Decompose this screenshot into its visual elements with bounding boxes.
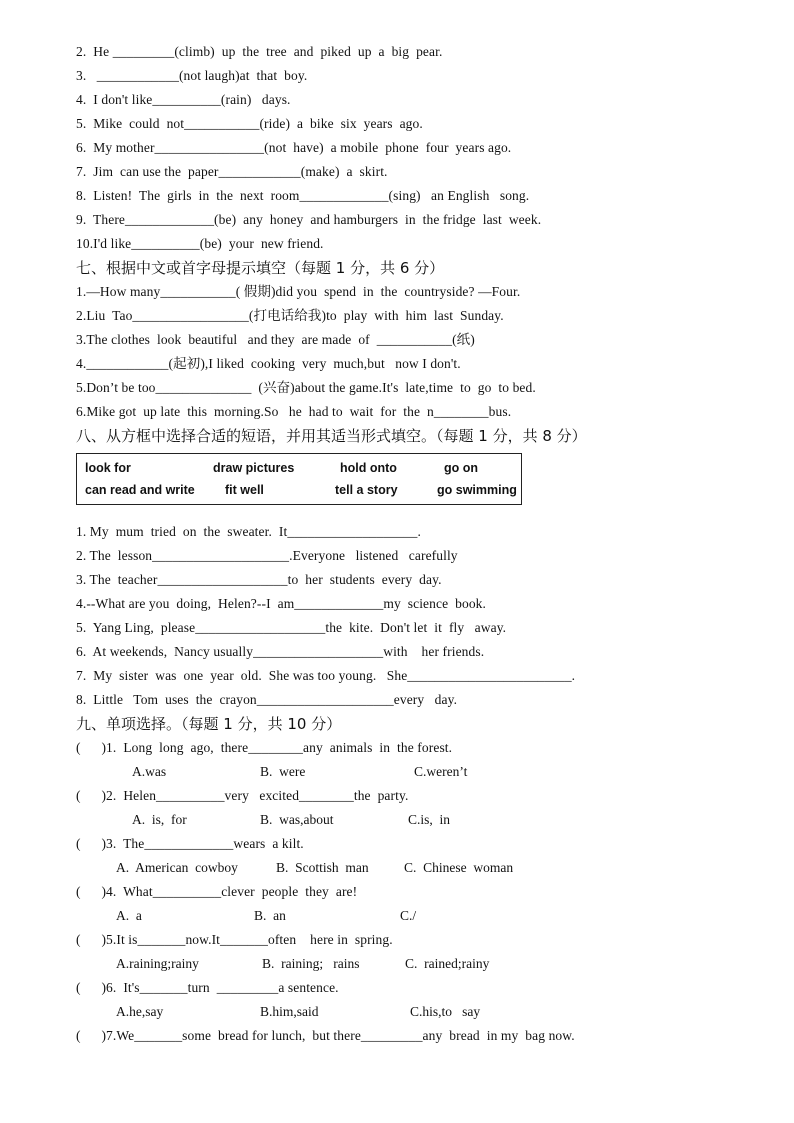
phrase-can-read-and-write: can read and write (85, 483, 195, 497)
question-6-option-a: A.he,say (116, 1004, 164, 1019)
section7-heading: 七、根据中文或首字母提示填空（每题 1 分，共 6 分） (76, 259, 445, 277)
section7-item-5: 5.Don’t be too______________ (兴奋)about the game.It's late,time to go to bed. (76, 380, 536, 395)
phrase-bank-box (76, 453, 522, 505)
question-5-option-c: C. rained;rainy (405, 956, 490, 971)
section9-heading: 九、单项选择。（每题 1 分，共 10 分） (76, 715, 342, 733)
section6-item-7: 7. Jim can use the paper____________(make) a skirt. (76, 164, 388, 179)
phrase-tell-a-story: tell a story (335, 483, 398, 497)
question-4-option-b: B. an (254, 908, 286, 923)
question-2-option-a: A. is, for (132, 812, 187, 827)
section7-item-2: 2.Liu Tao_________________(打电话给我)to play with him last Sunday. (76, 308, 504, 323)
question-1-option-c: C.weren’t (414, 764, 468, 779)
section8-item-7: 7. My sister was one year old. She was too young. She________________________. (76, 668, 576, 683)
question-4-option-a: A. a (116, 908, 142, 923)
section6-item-5: 5. Mike could not___________(ride) a bike six years ago. (76, 116, 423, 131)
question-4-stem: ( )4. What__________clever people they are! (76, 884, 358, 899)
section7-item-3: 3.The clothes look beautiful and they are made of ___________(纸) (76, 332, 475, 347)
question-2-option-b: B. was,about (260, 812, 334, 827)
section8-item-5: 5. Yang Ling, please___________________the kite. Don't let it fly away. (76, 620, 507, 635)
section6-item-8: 8. Listen! The girls in the next room_____________(sing) an English song. (76, 188, 530, 203)
phrase-go-swimming: go swimming (437, 483, 517, 497)
question-1-stem: ( )1. Long long ago, there________any animals in the forest. (76, 740, 453, 755)
section8-item-3: 3. The teacher___________________to her students every day. (76, 572, 442, 587)
section8-heading: 八、从方框中选择合适的短语，并用其适当形式填空。（每题 1 分，共 8 分） (76, 427, 587, 445)
question-5-option-b: B. raining; rains (262, 956, 360, 971)
question-3-option-b: B. Scottish man (276, 860, 369, 875)
section6-item-9: 9. There_____________(be) any honey and hamburgers in the fridge last week. (76, 212, 542, 227)
section6-item-4: 4. I don't like__________(rain) days. (76, 92, 291, 107)
question-2-stem: ( )2. Helen__________very excited________the party. (76, 788, 409, 803)
phrase-look-for: look for (85, 461, 131, 475)
phrase-go-on: go on (444, 461, 479, 475)
question-4-option-c: C./ (400, 908, 417, 923)
phrase-hold-onto: hold onto (340, 461, 397, 475)
question-5-stem: ( )5.It is_______now.It_______often here in spring. (76, 932, 393, 947)
question-3-option-c: C. Chinese woman (404, 860, 514, 875)
section7-item-1: 1.—How many___________( 假期)did you spend in the countryside? —Four. (76, 284, 521, 299)
question-6-stem: ( )6. It's_______turn _________a sentence. (76, 980, 339, 995)
question-7-stem: ( )7.We_______some bread for lunch, but there_________any bread in my bag now. (76, 1028, 575, 1043)
section7-item-4: 4.____________(起初),I liked cooking very much,but now I don't. (76, 356, 461, 371)
question-5-option-a: A.raining;rainy (116, 956, 199, 971)
question-6-option-c: C.his,to say (410, 1004, 481, 1019)
question-3-option-a: A. American cowboy (116, 860, 238, 875)
section7-item-6: 6.Mike got up late this morning.So he had to wait for the n________bus. (76, 404, 512, 419)
phrase-fit-well: fit well (225, 483, 264, 497)
section6-item-2: 2. He _________(climb) up the tree and piked up a big pear. (76, 44, 443, 59)
section6-item-6: 6. My mother________________(not have) a mobile phone four years ago. (76, 140, 512, 155)
section8-item-8: 8. Little Tom uses the crayon____________________every day. (76, 692, 458, 707)
section6-item-10: 10.I'd like__________(be) your new friend. (76, 236, 324, 251)
question-1-option-b: B. were (260, 764, 306, 779)
question-1-option-a: A.was (132, 764, 167, 779)
section8-item-2: 2. The lesson____________________.Everyone listened carefully (76, 548, 458, 563)
question-2-option-c: C.is, in (408, 812, 451, 827)
section6-item-3: 3. ____________(not laugh)at that boy. (76, 68, 308, 83)
section8-item-4: 4.--What are you doing, Helen?--I am_____________my science book. (76, 596, 487, 611)
section8-item-6: 6. At weekends, Nancy usually___________________with her friends. (76, 644, 485, 659)
phrase-draw-pictures: draw pictures (213, 461, 295, 475)
question-3-stem: ( )3. The_____________wears a kilt. (76, 836, 304, 851)
section8-item-1: 1. My mum tried on the sweater. It___________________. (76, 524, 421, 539)
question-6-option-b: B.him,said (260, 1004, 319, 1019)
